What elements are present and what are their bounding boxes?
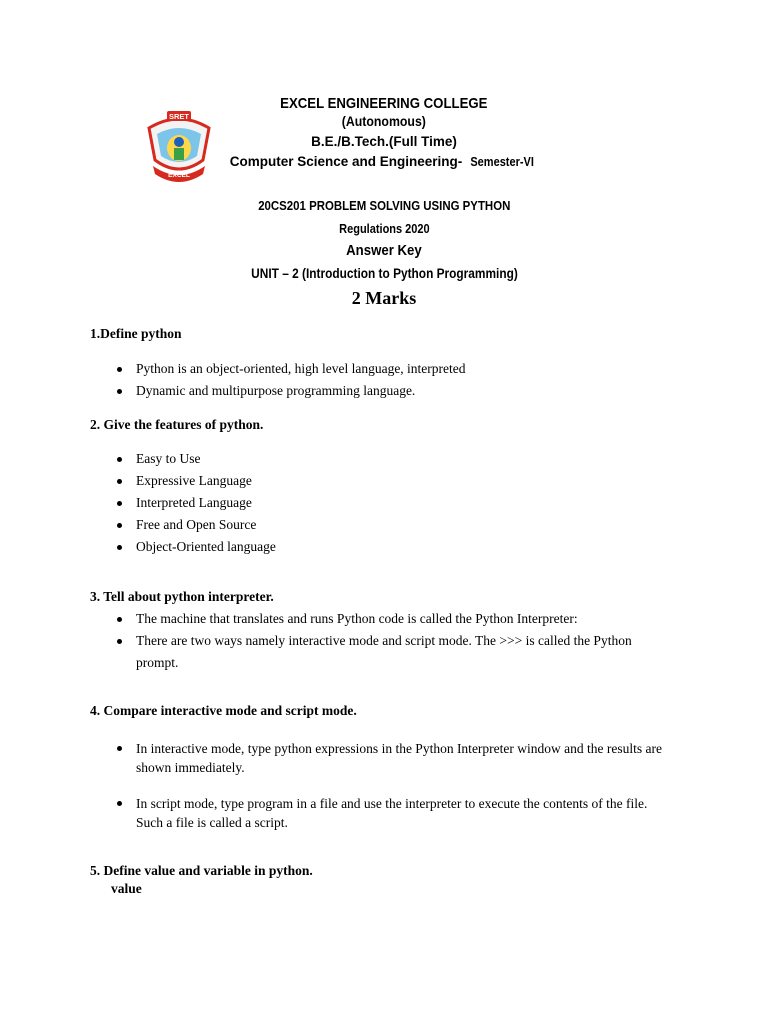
list-item: Interpreted Language [0, 492, 676, 514]
question-5-title: 5. Define value and variable in python. [90, 863, 313, 878]
autonomous-label: (Autonomous) [341, 113, 427, 129]
question-5-subheading: value [111, 881, 142, 896]
department-line: Computer Science and Engineering- Semester-VI [229, 154, 534, 169]
list-item: Easy to Use [0, 448, 676, 470]
regulations-label: Regulations 2020 [338, 222, 430, 236]
list-item: Expressive Language [0, 470, 676, 492]
question-1-title: 1.Define python [90, 326, 182, 341]
course-title: 20CS201 PROBLEM SOLVING USING PYTHON [257, 198, 511, 213]
list-item: Dynamic and multipurpose programming language. [0, 380, 676, 402]
list-item: The machine that translates and runs Python code is called the Python Interpreter: [0, 608, 676, 630]
question-1-bullets [0, 358, 768, 402]
question-2-bullets [0, 448, 768, 558]
question-4-bullet-a [0, 739, 768, 777]
marks-heading: 2 Marks [351, 288, 417, 308]
college-name: EXCEL ENGINEERING COLLEGE [280, 95, 488, 112]
list-item: There are two ways namely interactive mode and script mode. The >>> is called the Python prompt. [0, 630, 676, 674]
question-4-bullet-b [0, 794, 768, 832]
question-2-title: 2. Give the features of python. [90, 417, 264, 432]
degree-line: B.E./B.Tech.(Full Time) [311, 134, 457, 149]
list-item: Object-Oriented language [0, 536, 676, 558]
logo-text-top: SRET [168, 112, 190, 121]
question-4-title: 4. Compare interactive mode and script mode. [90, 703, 357, 718]
question-3-bullets [0, 608, 768, 674]
list-item: Python is an object-oriented, high level language, interpreted [0, 358, 676, 380]
list-item: In interactive mode, type python expressions in the Python Interpreter window and the results are shown immediately. [0, 739, 676, 777]
semester-label: Semester-VI [470, 155, 534, 169]
list-item: In script mode, type program in a file and use the interpreter to execute the contents of the file. Such a file is called a script. [0, 794, 676, 832]
list-item: Free and Open Source [0, 514, 676, 536]
question-3-title: 3. Tell about python interpreter. [90, 589, 274, 604]
logo-text-bottom: EXCEL [168, 172, 190, 179]
unit-title: UNIT – 2 (Introduction to Python Programming) [250, 266, 518, 281]
answer-key-title: Answer Key [346, 242, 422, 259]
